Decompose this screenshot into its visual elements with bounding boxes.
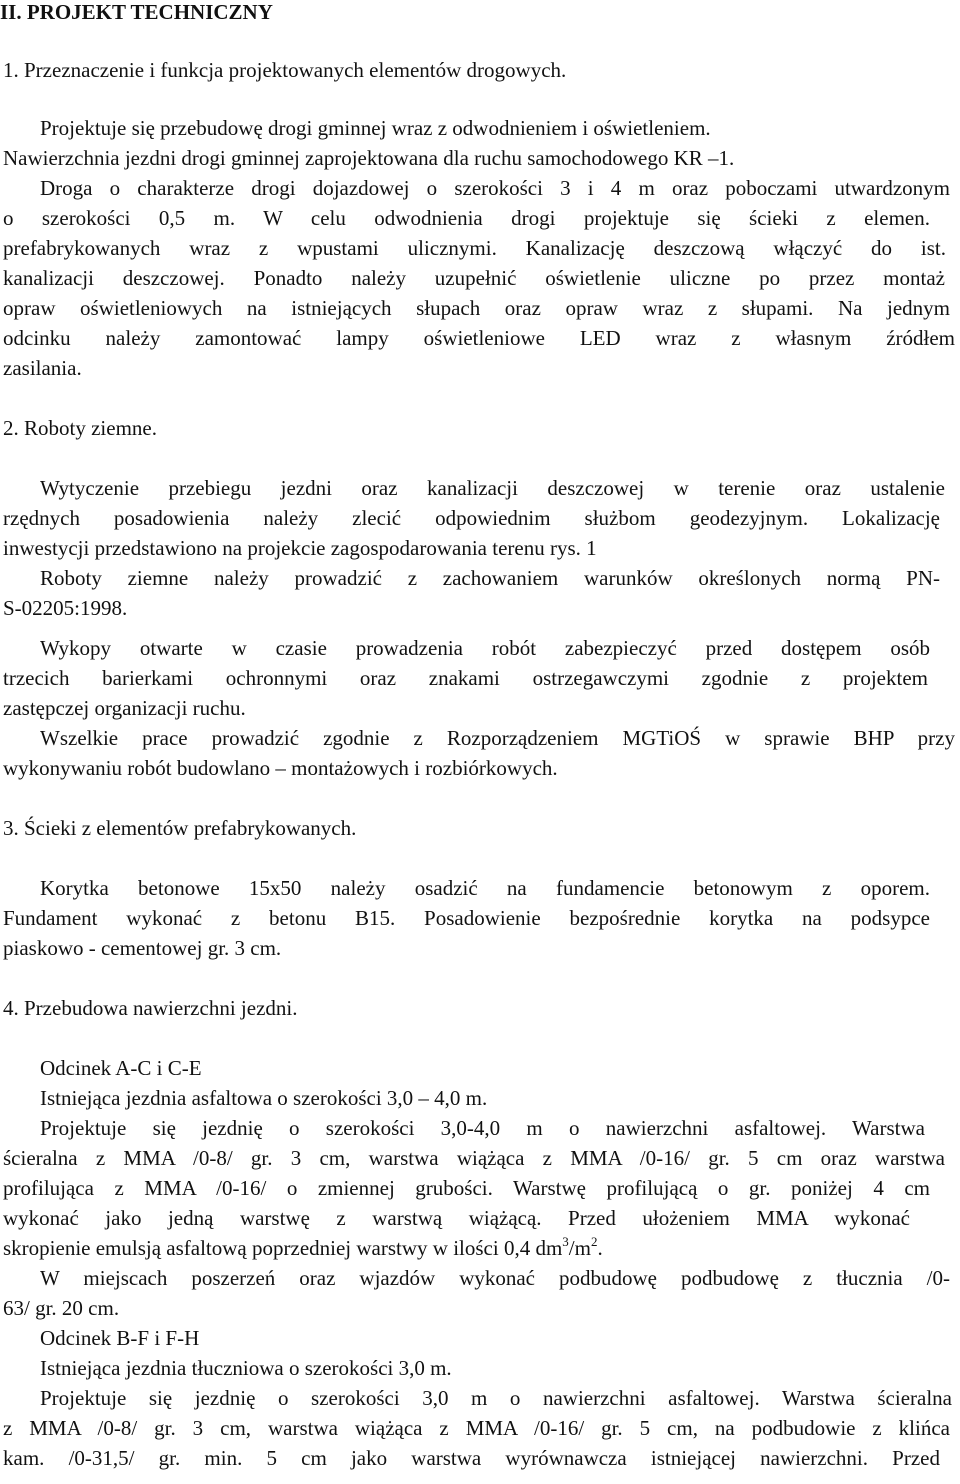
line-text: S-02205:1998. xyxy=(3,596,128,620)
text-line xyxy=(3,418,157,439)
text-line xyxy=(3,208,930,229)
line-text: Istniejąca jezdnia asfaltowa o szerokości 3,0 – 4,0 m. xyxy=(40,1086,488,1110)
text-line xyxy=(40,118,711,139)
text-line xyxy=(40,568,940,589)
line-text: Projektuje się przebudowę drogi gminnej wraz z odwodnieniem i oświetleniem. xyxy=(40,116,711,140)
line-text: trzecich barierkami ochronnymi oraz znakami ostrzegawczymi zgodnie z projektem xyxy=(3,666,928,690)
line-text: Korytka betonowe 15x50 należy osadzić na fundamencie betonowym z oporem. xyxy=(40,876,930,900)
text-line xyxy=(3,938,281,959)
line-text: Projektuje się jezdnię o szerokości 3,0-4,0 m o nawierzchni asfaltowej. Warstwa xyxy=(40,1116,925,1140)
text-line xyxy=(3,538,597,559)
line-text: z MMA /0-8/ gr. 3 cm, warstwa wiążąca z MMA /0-16/ gr. 5 cm, na podbudowie z klińca xyxy=(3,1416,950,1440)
text-line xyxy=(40,478,945,499)
line-text: . xyxy=(597,1236,603,1260)
text-line xyxy=(3,598,127,619)
text-line xyxy=(40,1058,202,1079)
text-line xyxy=(3,1178,930,1199)
superscript: 3 xyxy=(562,1234,569,1249)
text-line xyxy=(40,1268,950,1289)
text-line xyxy=(40,878,930,899)
text-line xyxy=(3,268,945,289)
text-line xyxy=(40,178,950,199)
line-text: 1. Przeznaczenie i funkcja projektowanych elementów drogowych. xyxy=(3,58,567,82)
line-text: skropienie emulsją asfaltową poprzedniej warstwy w ilości 0,4 dm xyxy=(3,1236,563,1260)
text-line xyxy=(3,698,246,719)
text-line xyxy=(3,818,356,839)
line-text: ścieralna z MMA /0-8/ gr. 3 cm, warstwa wiążąca z MMA /0-16/ gr. 5 cm oraz warstwa xyxy=(3,1146,945,1170)
text-line xyxy=(3,148,734,169)
line-text: Projektuje się jezdnię o szerokości 3,0 m o nawierzchni asfaltowej. Warstwa ścieralna xyxy=(40,1386,952,1410)
line-text: Droga o charakterze drogi dojazdowej o szerokości 3 i 4 m oraz poboczami utwardzonym xyxy=(40,176,950,200)
line-text: o szerokości 0,5 m. W celu odwodnienia drogi projektuje się ścieki z elemen. xyxy=(3,206,930,230)
line-text: 4. Przebudowa nawierzchni jezdni. xyxy=(3,996,298,1020)
text-line xyxy=(3,1448,940,1469)
line-text: profilująca z MMA /0-16/ o zmiennej grubości. Warstwę profilującą o gr. poniżej 4 cm xyxy=(3,1176,930,1200)
line-text: zasilania. xyxy=(3,356,82,380)
line-text: zastępczej organizacji ruchu. xyxy=(3,696,246,720)
line-text: wykonywaniu robót budowlano – montażowych i rozbiórkowych. xyxy=(3,756,558,780)
section-heading: II. PROJEKT TECHNICZNY xyxy=(0,0,273,24)
text-line xyxy=(3,358,82,379)
text-line xyxy=(3,1234,603,1260)
text-line xyxy=(3,238,946,259)
line-text: rzędnych posadowienia należy zlecić odpowiednim służbom geodezyjnym. Lokalizację xyxy=(3,506,940,530)
text-line xyxy=(40,638,930,659)
line-text: Nawierzchnia jezdni drogi gminnej zaprojektowana dla ruchu samochodowego KR –1. xyxy=(3,146,735,170)
line-text: opraw oświetleniowych na istniejących słupach oraz opraw wraz z słupami. Na jednym xyxy=(3,296,950,320)
text-line xyxy=(40,1118,925,1139)
text-line xyxy=(40,1328,199,1349)
text-line xyxy=(40,1358,452,1379)
text-line xyxy=(3,758,558,779)
line-text: wykonać jako jedną warstwę z warstwą wiążącą. Przed ułożeniem MMA wykonać xyxy=(3,1206,910,1230)
line-text: Fundament wykonać z betonu B15. Posadowienie bezpośrednie korytka na podsypce xyxy=(3,906,930,930)
text-line xyxy=(3,328,955,349)
text-line xyxy=(40,1388,952,1409)
line-text: 63/ gr. 20 cm. xyxy=(3,1296,120,1320)
line-text: piaskowo - cementowej gr. 3 cm. xyxy=(3,936,282,960)
line-text: Wytyczenie przebiegu jezdni oraz kanalizacji deszczowej w terenie oraz ustalenie xyxy=(40,476,945,500)
text-line xyxy=(3,908,930,929)
text-line xyxy=(3,60,566,81)
line-text: inwestycji przedstawiono na projekcie zagospodarowania terenu rys. 1 xyxy=(3,536,597,560)
text-line xyxy=(3,1208,910,1229)
line-text: Istniejąca jezdnia tłuczniowa o szerokości 3,0 m. xyxy=(40,1356,452,1380)
line-text: Wykopy otwarte w czasie prowadzenia robót zabezpieczyć przed dostępem osób xyxy=(40,636,930,660)
line-text: kanalizacji deszczowej. Ponadto należy uzupełnić oświetlenie uliczne po przez montaż xyxy=(3,266,945,290)
line-text: kam. /0-31,5/ gr. min. 5 cm jako warstwa wyrównawcza istniejącej nawierzchni. Przed xyxy=(3,1446,940,1470)
line-text: Roboty ziemne należy prowadzić z zachowaniem warunków określonych normą PN- xyxy=(40,566,940,590)
text-line xyxy=(3,998,297,1019)
line-text: 3. Ścieki z elementów prefabrykowanych. xyxy=(3,816,357,840)
line-text: prefabrykowanych wraz z wpustami ulicznymi. Kanalizację deszczową włączyć do ist. xyxy=(3,236,946,260)
line-text: Odcinek B-F i F-H xyxy=(40,1326,200,1350)
text-line xyxy=(3,508,940,529)
line-text: 2. Roboty ziemne. xyxy=(3,416,157,440)
line-text: Wszelkie prace prowadzić zgodnie z Rozporządzeniem MGTiOŚ w sprawie BHP przy xyxy=(40,726,955,750)
text-line xyxy=(3,668,928,689)
text-line xyxy=(3,1148,945,1169)
text-line xyxy=(40,728,955,749)
text-line xyxy=(40,1088,487,1109)
text-line xyxy=(3,1418,950,1439)
line-text: /m xyxy=(568,1236,591,1260)
line-text: W miejscach poszerzeń oraz wjazdów wykonać podbudowę podbudowę z tłucznia /0- xyxy=(40,1266,950,1290)
text-line xyxy=(3,298,950,319)
line-text: Odcinek A-C i C-E xyxy=(40,1056,202,1080)
line-text: odcinku należy zamontować lampy oświetleniowe LED wraz z własnym źródłem xyxy=(3,326,955,350)
text-line xyxy=(3,1298,119,1319)
superscript: 2 xyxy=(590,1234,598,1249)
